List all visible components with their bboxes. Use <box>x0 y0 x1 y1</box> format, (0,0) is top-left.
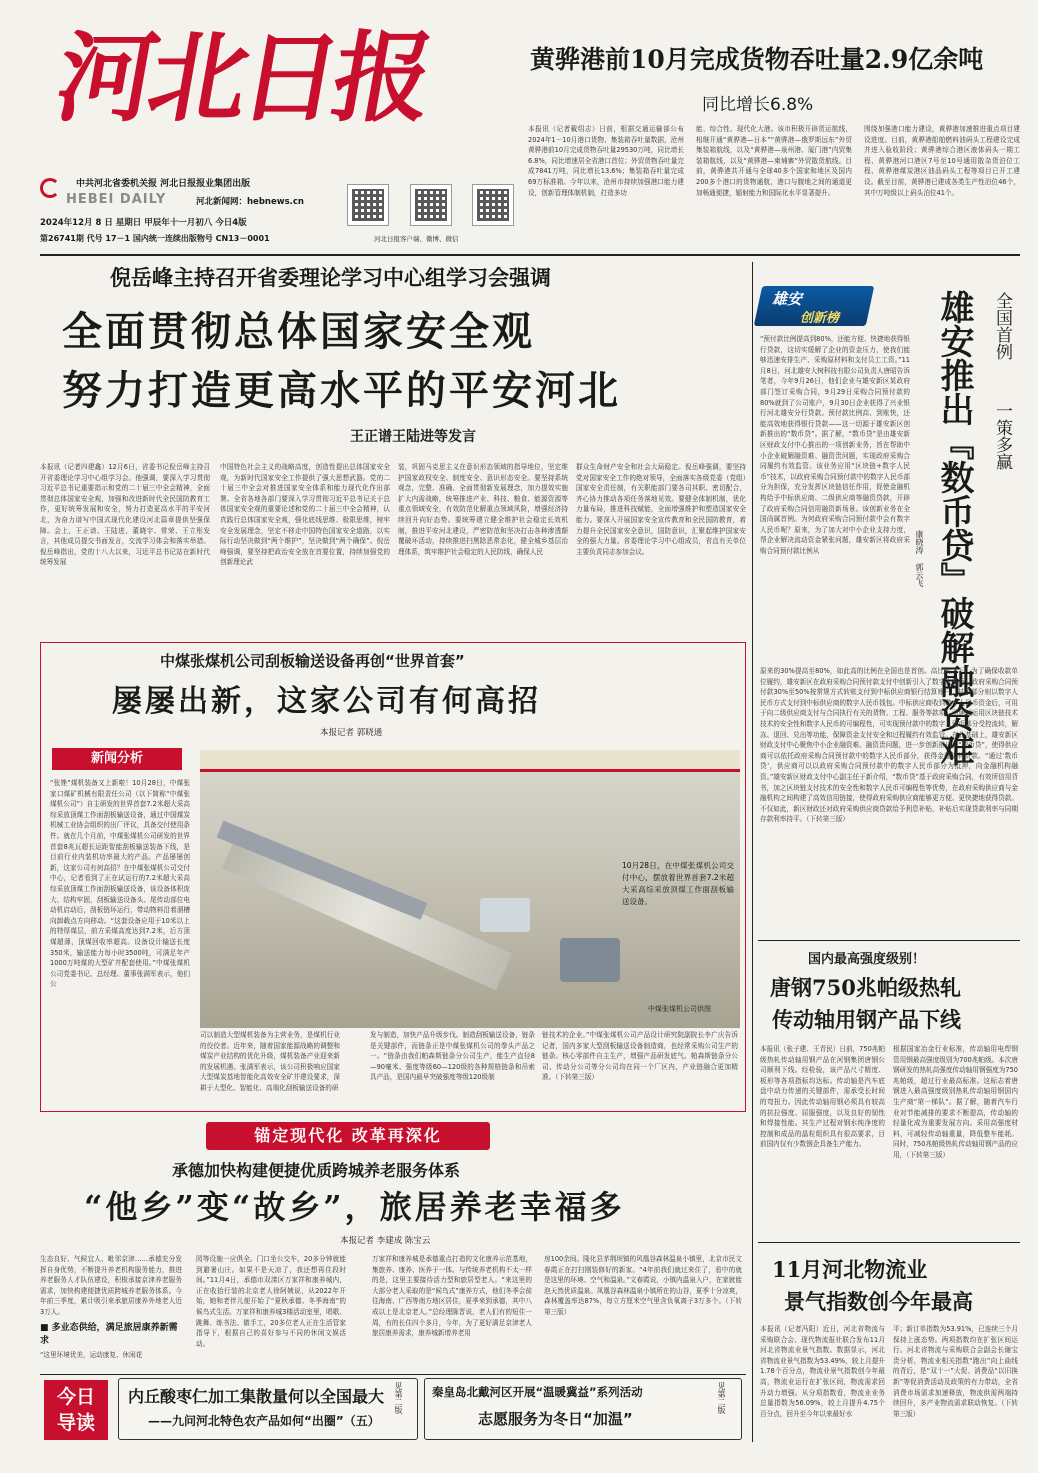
reform-col2: 园等设施一应俱全。门口坐公交车，20多分钟就能到避暑山庄。如果不是天凉了，我还想再住段时间。”11月4日，承德市双滦区万家祥和康养城内，正在收拾行装的北京老人徐阿姨说，从2022年开始，她和老伴儿便开始了“夏秋承德、冬季海南”的候鸟式生活。万家祥和康养城3楼活动室里，唱歌、跳舞、练书法、做手工，20多位老人正在生活管家指导下，根据自己的喜好参与不同的休闲文娱活动。 <box>196 1255 346 1348</box>
lead-headline-2[interactable]: 努力打造更高水平的平安河北 <box>62 368 621 414</box>
xiongan-body: “预付款比例提高到80%，还能方便、快捷地获得银行贷款，这切实缓解了企业的资金压力，使我们能够迅速安排生产、采购原材料和支付员工工资。”11月8日，河北雄安大树科技有限公司负责人唐昭告诉笔者，今年9月26日，他们企业与雄安新区某政府部门签订采购合同，9月29日采购合同预付款的80%就到了公司账户，9月30日企业获得了兴业银行河北雄安分行贷款。预付款比例高、到账快，还能高效地获得银行贷款——这一切源于雄安新区创新推出的“数币贷”。据了解，“数币贷”是由雄安新区财政支付中心推出的一项创新业务，旨在帮助中小企业破解融资难、融资贵问题，实现政府采购合同履约有效监管。该业务应用“区块链+数字人民币”技术，以政府采购合同预付款中的数字人民币部分为担保，充分发挥区块链信任作用，促使金融机构给予中标供应商、二级供应商等融资贷款，开辟了政府采购合同信用融资新场景。该创新业务在全国尚属首例。为何政府采购合同预付款中会有数字人民币呢？原来，为了加大对中小企业支持力度，帮企业解决流动资金紧张问题，雄安新区将政府采购合同预付款比例从 <box>760 335 910 555</box>
top-story-headline[interactable]: 黄骅港前10月完成货物吞吐量2.9亿余吨 <box>530 45 984 74</box>
lead-col2: 中国特色社会主义的战略高度，创造性提出总体国家安全观，为新时代国家安全工作提供了强大思想武器。党的二十届三中全会对推进国家安全体系和能力现代化作出部署。全省各地各部门要深入学习贯彻习近平总书记关于总体国家安全观的重要论述和党的二十届三中全会精神，认真践行总体国家安全观，强化底线思维、极限思维，树牢安全发展理念，坚定不移走中国特色国家安全道路，以实际行动坚决做到“两个维护”，坚决做到“两个确保”。倪岳峰强调，要坚持把政治安全放在首要位置，持续加强党的创新理论武 <box>220 463 390 567</box>
logistics-headline-1[interactable]: 11月河北物流业 <box>772 1257 928 1282</box>
teaser-item2-headline-1[interactable]: 秦皇岛北戴河区开展“温暖冀益”系列活动 <box>432 1385 643 1399</box>
xiongan-badge-top: 雄安 <box>772 290 803 308</box>
masthead-sun-icon <box>40 178 60 198</box>
teaser-label-a: 今日 <box>56 1386 95 1408</box>
steel-col1: 本报讯（张子建、王青民）日前，750兆帕级热轧传动轴用钢产品在河钢集团唐钢公司顺利下线。经检验，该产品尺寸精度、板形等各项指标均达标。传动轴是汽车底盘中动力传递的关键部件，需承受长时间的弯扭力。因此传动轴用钢必须具有较高的抗拉强度、屈服强度，以及良好的韧性和焊接性能。其生产过程对钢水纯净度的控制和成品的晶粒组织具有很高要求，目前国内仅有少数钢企具备生产能力。 <box>760 1045 885 1149</box>
reform-col4: 房100余间。隆化县茅荆坝镇的风凰谷森林温泉小镇里，北京市民文春霞正在打扫刚装修好的新家。“4年前我们就过来住了，看中的就是这里的环境、空气和温泉。”文春霞说，小镇内温泉入户，在家就能泡天然优质温泉。凤凰谷森林温泉小镇所在的山谷，夏季十分凉爽，森林覆盖率达87%，每立方厘米空气里含负氧离子3万多个。（下转第三版） <box>544 1255 742 1316</box>
masthead-website[interactable]: 河北新闻网：hebnews.cn <box>196 197 304 207</box>
teaser-item1-headline[interactable]: 内丘酸枣仁加工集散量何以全国最大 <box>128 1387 385 1406</box>
mining-photo-credit: 中煤张煤机公司供图 <box>648 1005 711 1013</box>
xiongan-kicker-a: 全国首例 <box>992 292 1012 360</box>
masthead-org-line: 中共河北省委机关报 河北日报报业集团出版 <box>76 179 251 189</box>
masthead-logo: 河北日报 <box>47 21 437 136</box>
xiongan-byline: 康晓涛 郭云飞 <box>915 530 924 587</box>
xiongan-badge-bottom: 创新榜 <box>800 311 840 326</box>
mining-col3: 发与制造，加快产品升级步伐。制造刮板输送设备，链条是关键部件，而链条正是中煤张煤机公司的拳头产品之一。“链条由我们帕森斯链条分公司生产，能生产直径8—90毫米、强度等级60—120级的各种规格链条和吊索具产品，是国内最早突破强度等级120级制 <box>370 1031 535 1082</box>
divider-steel-top <box>758 940 1020 941</box>
masthead-issue: 第26741期 代号 17－1 国内统一连续出版物号 CN13－0001 <box>40 234 270 243</box>
divider-logistics-top <box>758 1242 1020 1243</box>
mining-kicker: 中煤张煤机公司刮板输送设备再创“世界首套” <box>160 652 465 670</box>
top-story-col2: 能、综合性、现代化大港。该市积极开辟货运航线，相继开通“黄骅港—日本”“黄骅港—俄罗斯远东”外贸集装箱航线，以及“黄骅港—泉州港、厦门港”内贸集装箱航线，以及“黄骅港—柬埔寨”外贸散货航线。目前，黄骅港共开通与全球40多个国家和地区及国内200多个港口的货物通航，港口与腹地之间的通道更加畅通便捷，辐射能力和国际化水平显著提升。 <box>696 125 852 197</box>
teaser-item2-page[interactable]: 见第二版 <box>717 1382 726 1414</box>
masthead-brand-en: HEBEI DAILY <box>66 192 167 207</box>
steel-col2: 根据国家冶金行业标准，传动轴用电焊钢管用钢最高强度级别为700兆帕级。本次唐钢研发的热轧高强度传动轴用钢强度为750兆帕级，超过行业最高标准。这标志着唐钢进入最高强度级别热轧传动轴用钢国内生产商“第一梯队”。据了解，随着汽车行业对节能减排的要求不断提高，传动轴的轻量化成为重要发展方向。采用高强度材料，可减轻传动轴重量，降低整车能耗。同时，750兆帕级热轧传动轴用钢产品的应用，（下转第三版） <box>893 1045 1018 1159</box>
lead-col4: 群众生命财产安全和社会大局稳定。倪岳峰强调，要坚持党对国家安全工作的绝对领导，全面落实各级党委（党组）国家安全责任制，有关职能部门要各司其职、密切配合，齐心协力推动各项任务落地见效。要健全体制机制，优化力量布局，推进科技赋能，全面增强维护和塑造国家安全能力。要深入开展国家安全宣传教育和全民国防教育，着力提升全民国家安全意识，国防意识，汇聚起维护国家安全的强大力量。省委理论学习中心组成员，省直有关单位主要负责同志参加会议。 <box>576 463 746 556</box>
steel-headline-2[interactable]: 传动轴用钢产品下线 <box>772 1007 961 1032</box>
xiongan-kicker-b: 一策多赢 <box>992 402 1012 470</box>
qr-code-weibo[interactable] <box>410 184 452 226</box>
mining-col2: 司以制造大型煤机装备为主营业务，是煤机行业的佼佼者。近年来，随着国家能源战略的调整和煤炭产业结构的优化升级，煤机装备产业迎来新的发展机遇。张满军表示，该公司积极响应国家大型煤炭基地智能化高效安全矿井建设要求，深耕于大型化、智能化、高端化刮板输送设备的研 <box>200 1031 340 1092</box>
reform-subhead: ■ 多业态供给，满足旅居康养新需求 <box>40 1323 178 1346</box>
reform-kicker: 承德加快构建便捷优质跨城养老服务体系 <box>172 1161 461 1180</box>
reform-col3: 万家祥和康养城是承德重点打造的文化康养示范基地，集旅养、康养、医养于一体。与传统养老机构不太一样的是，这里主要接待活力型和旅居型老人。“来这里的大部分老人采取的是“候鸟式”康养方式，他们冬季会前往海南、广西等南方地区居住，夏季来到承德，其中八成以上是北京老人。”总经理陈晋说，老人们有的短住一周，有的长住四个多月，今年，为了更好满足京津老人旅居康养需求，康养城新增养老用 <box>372 1255 532 1338</box>
teaser-label-b: 导读 <box>56 1412 95 1434</box>
reform-banner: 锚定现代化 改革再深化 <box>206 1122 490 1150</box>
top-story-col3: 围绕加强港口能力建设，黄骅港加速推进重点项目建设进度。目前，黄骅港船舶燃料油码头工程建设完成并进入验收阶段；黄骅港综合港区液体码头一期工程、黄骅港河口港区7号至10号通用散杂货泊位工程、黄骅港煤炭港区油品码头工程等项目已开工建设。截至目前，黄骅港已建成各类生产性泊位46个，其中万吨级以上码头泊位41个。 <box>864 125 1020 197</box>
mining-section-label: 新闻分析 <box>52 748 182 770</box>
divider-center-v <box>752 262 753 1442</box>
teaser-label <box>44 1380 108 1440</box>
mining-headline[interactable]: 屡屡出新，这家公司有何高招 <box>112 684 541 719</box>
top-story-subhead: 同比增长6.8% <box>702 95 814 115</box>
logistics-headline-2[interactable]: 景气指数创今年最高 <box>784 1289 973 1314</box>
lead-headline-1[interactable]: 全面贯彻总体国家安全观 <box>62 309 535 355</box>
teaser-item1-sub: ——九问河北特色农产品如何“出圈”（五） <box>148 1414 380 1428</box>
reform-col1: 生态良好、气候宜人、毗邻京津……承德充分发挥自身优势，不断提升养老机构服务能力，推进养老服务人才队伍建设，积极承接京津养老服务需求，加快构建便捷优质跨城养老服务体系。今年前三季度，累计吸引来承旅居康养外地老人近3万人。 <box>40 1255 182 1316</box>
xiongan-headline[interactable]: 雄安推出『数币贷』破解融资难 <box>934 290 974 766</box>
mining-col1: “张矬”煤机装备又上新啦！10月28日，中煤张家口煤矿机械有限责任公司（以下简称“中煤张煤机公司”）自主研发的世界首套7.2米超大采高综采放顶煤工作面刮板输送设备，通过中国煤炭机械工业协会组织的出厂评议，具备交付使用条件。就在几个月前，中煤张煤机公司研发的世界首套8兆瓦超长运距智能刮板输送装备下线，是目前行业内装机功率最大的产品。产品屡屡创新，这家公司有何高招？在中煤张煤机公司交付中心，记者看到了正在试运行的7.2米超大采高综采放顶煤工作面刮板输送设备，该设备体积庞大、结构牢固，刮板输送设备头、尾传动部位电动机启动后，刮板链环运行，带动物料沿着溜槽向卸载点方向移动。“这套设备应用于10米以上的特厚煤层，前方采煤高度达到7.2米，后方顶煤超薄，顶煤回收率超高。设备设计输送长度350米，输送能力每小时3500吨，可满足年产1000万吨煤的大型矿井配套使用。”中煤张煤机公司党委书记、总经理、董事张满军表示，他们公 <box>50 779 190 989</box>
mining-byline: 本报记者 郭晓通 <box>320 728 383 738</box>
divider-teaser-top <box>40 1374 746 1375</box>
teaser-item2-headline-2[interactable]: 志愿服务为冬日“加温” <box>478 1410 633 1428</box>
logistics-col1: 本报讯（记者冯阳）近日，河北省物流与采购联合会、现代物流报社联合发布11月河北省物流业景气指数。数据显示，河北省物流业景气指数为53.49%，较上月提升1.78个百分点，物流业景气指数创今年最高，物流业运行在扩张区间，物流需求回升动力增强。从分项指数看，物流业业务总量指数为56.09%，较上月提升4.75个百分点，回升至今年以来最好水 <box>760 1325 885 1418</box>
mining-col4: 链技术的企业。”中煤张煤机公司产品设计研究院副院长李广庆告诉记者，国内多家大型刮板输送设备制造商，也经常采购公司生产的链条。核心零部件自主生产，增强产品研发底气。帕森斯链条分公司、传动分公司等分公司均在同一个厂区内，产业链融合更加精准。（下转第三版） <box>542 1031 738 1082</box>
divider-masthead <box>40 254 1020 256</box>
reform-headline[interactable]: “他乡”变“故乡”，旅居养老幸福多 <box>84 1188 625 1226</box>
lead-byline: 王正谱王陆进等发言 <box>350 429 476 445</box>
lead-col3: 装，巩固马克思主义在意识形态领域的指导地位，坚定维护国家政权安全、制度安全、意识形态安全。要坚持系统观念，完整、准确、全面贯彻新发展理念，加力提效实施扩大内需战略，统筹推进产业、科技、粮食、能源资源等重点领域安全，有效防范化解重点领域风险，增强经济持续回升向好态势。要统筹建立健全维护社会稳定长效机制，推进平安河北建设，严密防范和坚决打击各种渗透颠覆破坏活动，持续推进扫黑除恶常态化，健全城乡基层治理体系，筑牢维护社会稳定的人民防线，确保人民 <box>398 463 568 556</box>
mining-photo-caption: 10月28日，在中煤张煤机公司交付中心，摆放着世界首套7.2米超大采高综采放顶煤工作面刮板输送设备。 <box>622 861 734 906</box>
reform-byline: 本报记者 李建成 陈宝云 <box>340 1236 431 1246</box>
lead-col1: 本报讯（记者四建鑫）12月6日，省委书记倪岳峰主持召开省委理论学习中心组学习会。他强调，要深入学习贯彻习近平总书记重要指示和党的二十届三中全会精神，全面贯彻总体国家安全观，加强和改进新时代全民国防教育工作，更好统筹发展和安全，努力打造更高水平的平安河北，为奋力谱写中国式现代化建设河北篇章提供坚强保障。会上，王正谱、王陆进、董晓宇、常荣、王立彤发言，其他成员提交书面发言，交流学习体会和落实举措。倪岳峰指出，党的十八大以来，习近平总书记站在新时代统筹发展 <box>40 463 210 567</box>
logistics-col2: 平；新订单指数为53.91%，已连续三个月保持上涨态势。两项指数均在扩张区间运行。河北省物流与采购联合会副会长谢宝贵分析，物流业相关指数“跑出”向上曲线的背后，是“双十一”大促、消费品“以旧换新”等促消费活动及政策的有力带动，全省消费市场需求加速释放，物流供需两端持续回升，多产业物流需求联动恢复。（下转第三版） <box>893 1325 1018 1418</box>
qr-code-wechat[interactable] <box>472 184 514 226</box>
qr-caption: 河北日报客户端、微博、微信 <box>374 235 459 243</box>
top-story-col1: 本报讯（记者戴绍志）日前，根据交通运输部公布2024年1－10月港口货物、集装箱吞吐量数据，沧州黄骅港前10月完成货物吞吐量29530万吨，同比增长6.8%，同比增速居全省港口首位；外贸货物吞吐量完成7841万吨，同比增长13.6%；集装箱吞吐量完成69万标准箱。今年以来，沧州市持续加强港口能力建设，创新管理体制机制，打造多功 <box>528 125 684 197</box>
lead-kicker: 倪岳峰主持召开省委理论学习中心组学习会强调 <box>110 266 551 290</box>
steel-kicker: 国内最高强度级别！ <box>808 952 926 967</box>
masthead-date: 2024年12月 8 日 星期日 甲辰年十一月初八 今日4版 <box>40 218 247 228</box>
reform-col1b: “这里环境优美，运动康复、休闲花 <box>40 1351 143 1359</box>
xiongan-body-cont: 原来的30%提高至80%，如此高的比例在全国也是首创。高比例之下，为了确保收款单位履约，雄安新区在政府采购合同预付款支付中创新引入了数字人民币：政府采购合同预付款30%至50%按常规方式转账支付到中标供应商银行结算账户，其余部分则以数字人民币方式支付到中标供应商的数字人民币钱包。中标供应商收到数字人民币资金后，可用于向二级供应商支付与合同执行有关的货物、工程、服务等款项。而通过运用区块链技术技术的安全性和数字人民币的可编程性，可实现预付款中的数字人民币部分受控流转，解冻、退回、兑出等功能，保障资金支付安全和过程履约有效监管。在此基础上，雄安新区财政支付中心聚焦中小企业融资难、融资贵问题，进一步创新推出了“数币贷”，使得供应商可以依托政府采购合同预付款中的数字人民币部分，获得金融机构贷款。“通过‘数币贷’，供应商可以以政府采购合同预付款中的数字人民币部分为抵押，向金融机构融资。”雄安新区财政支付中心副主任于新介绍，“数币贷”基于政府采购合同，有效所信用背书，加之区块链支付技术的安全性和数字人民币可编程性等优势，在政府采购供应商与金融机构之间构建了高效信用链接，使得政府采购供应商能够更方便、更快捷地获得贷款。不仅如此，新区财政还对政府采购供应商贷款给予利息补贴，补贴后实现贷款利率与同期存款利率持平。（下转第三版） <box>760 667 1018 824</box>
teaser-item1-page[interactable]: 见第二版 <box>394 1382 403 1414</box>
qr-code-app[interactable] <box>347 184 389 226</box>
steel-headline-1[interactable]: 唐钢750兆帕级热轧 <box>770 975 961 1000</box>
